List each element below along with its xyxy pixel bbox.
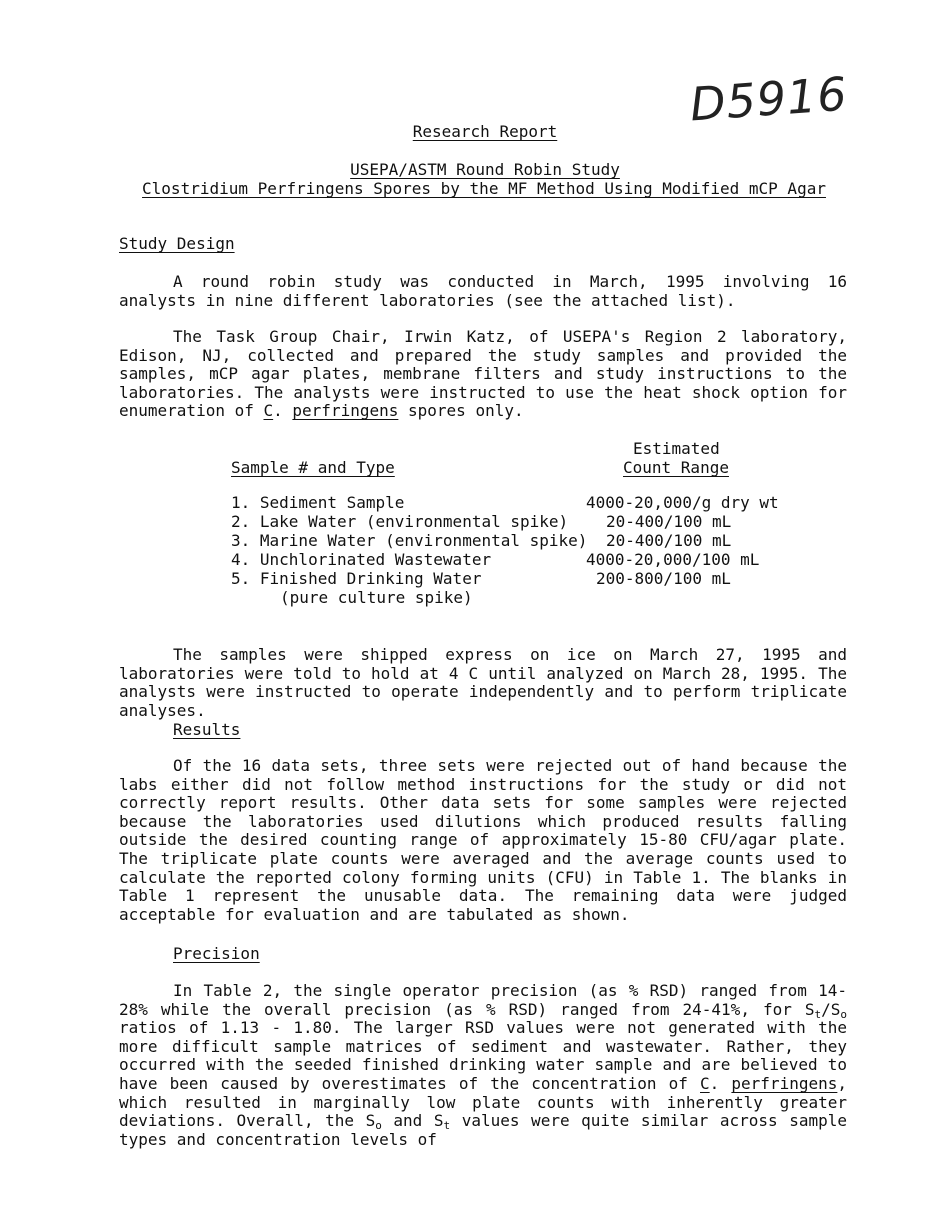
precision-heading: Precision [173, 944, 260, 963]
sample-range: 20-400/100 mL [606, 531, 732, 550]
sample-range: 4000-20,000/100 mL [586, 550, 760, 569]
results-paragraph: Of the 16 data sets, three sets were rejected out of hand because the labs either did not follow method instructions for the study or did not correctly report results. Other data sets for some samples were rejected because the laboratories used dilutions which produced results falling outside the desired counting range of approximately 15-80 CFU/agar plate. The triplicate plate counts were averaged and the average counts used to calculate the reported colony forming units (CFU) in Table 1. The blanks in Table 1 represent the unusable data. The remaining data were judged acceptable for evaluation and are tabulated as shown. [119, 756, 847, 924]
sample-range: 200-800/100 mL [596, 569, 731, 588]
study-title-line1: USEPA/ASTM Round Robin Study [350, 160, 620, 179]
genus-abbrev: C [263, 401, 274, 421]
precision-paragraph: In Table 2, the single operator precision (as % RSD) ranged from 14-28% while the overall precision (as % RSD) ranged from 24-41%, for $S_t/S_o$ ratios of 1.13 - 1.80. The larger RSD values were not generated with the more difficult sample matrices of sediment and wastewater. Rather, they occurred with the seeded finished drinking water sample and are believed to have been caused by overestimates of the concentration of C. perfringens, which resulted in marginally low plate counts with inherently greater deviations. Overall, the $S_o$ and $S_t$ values were quite similar across sample types and concentration levels of [119, 981, 848, 1149]
study-design-paragraph-1: A round robin study was conducted in March, 1995 involving 16 analysts in nine different laboratories (see the attached list). [119, 272, 847, 310]
shipping-paragraph: The samples were shipped express on ice on March 27, 1995 and laboratories were told to hold at 4 C until analyzed on March 28, 1995. The analysts were instructed to operate independently and to perform triplicate analyses. [119, 645, 847, 720]
study-design-paragraph-2: The Task Group Chair, Irwin Katz, of USEPA's Region 2 laboratory, Edison, NJ, collected and prepared the study samples and provided the samples, mCP agar plates, membrane filters and study instructions to the laboratories. The analysts were instructed to use the heat shock option for enumeration of C. perfringens spores only. [119, 327, 847, 421]
sample-range: 20-400/100 mL [606, 512, 732, 531]
estimated-header: Estimated [633, 439, 720, 458]
sample-type: 5. Finished Drinking Water [231, 569, 482, 588]
sample-type-continuation: (pure culture spike) [280, 588, 473, 607]
species-name: perfringens [292, 401, 399, 421]
sample-type: 4. Unchlorinated Wastewater [231, 550, 492, 569]
sample-range: 4000-20,000/g dry wt [586, 493, 779, 512]
sample-type: 2. Lake Water (environmental spike) [231, 512, 569, 531]
study-title-line2: Clostridium Perfringens Spores by the MF Method Using Modified mCP Agar [142, 179, 826, 198]
handwritten-doc-code: D5916 [688, 66, 850, 132]
species-name: perfringens [731, 1073, 838, 1093]
sample-type: 1. Sediment Sample [231, 493, 405, 512]
results-heading: Results [173, 720, 241, 739]
study-design-heading: Study Design [119, 234, 235, 253]
sample-type-header: Sample # and Type [231, 458, 395, 477]
count-range-header: Count Range [623, 458, 729, 477]
report-title: Research Report [412, 122, 558, 141]
sample-type: 3. Marine Water (environmental spike) [231, 531, 588, 550]
genus-abbrev: C [700, 1073, 710, 1093]
